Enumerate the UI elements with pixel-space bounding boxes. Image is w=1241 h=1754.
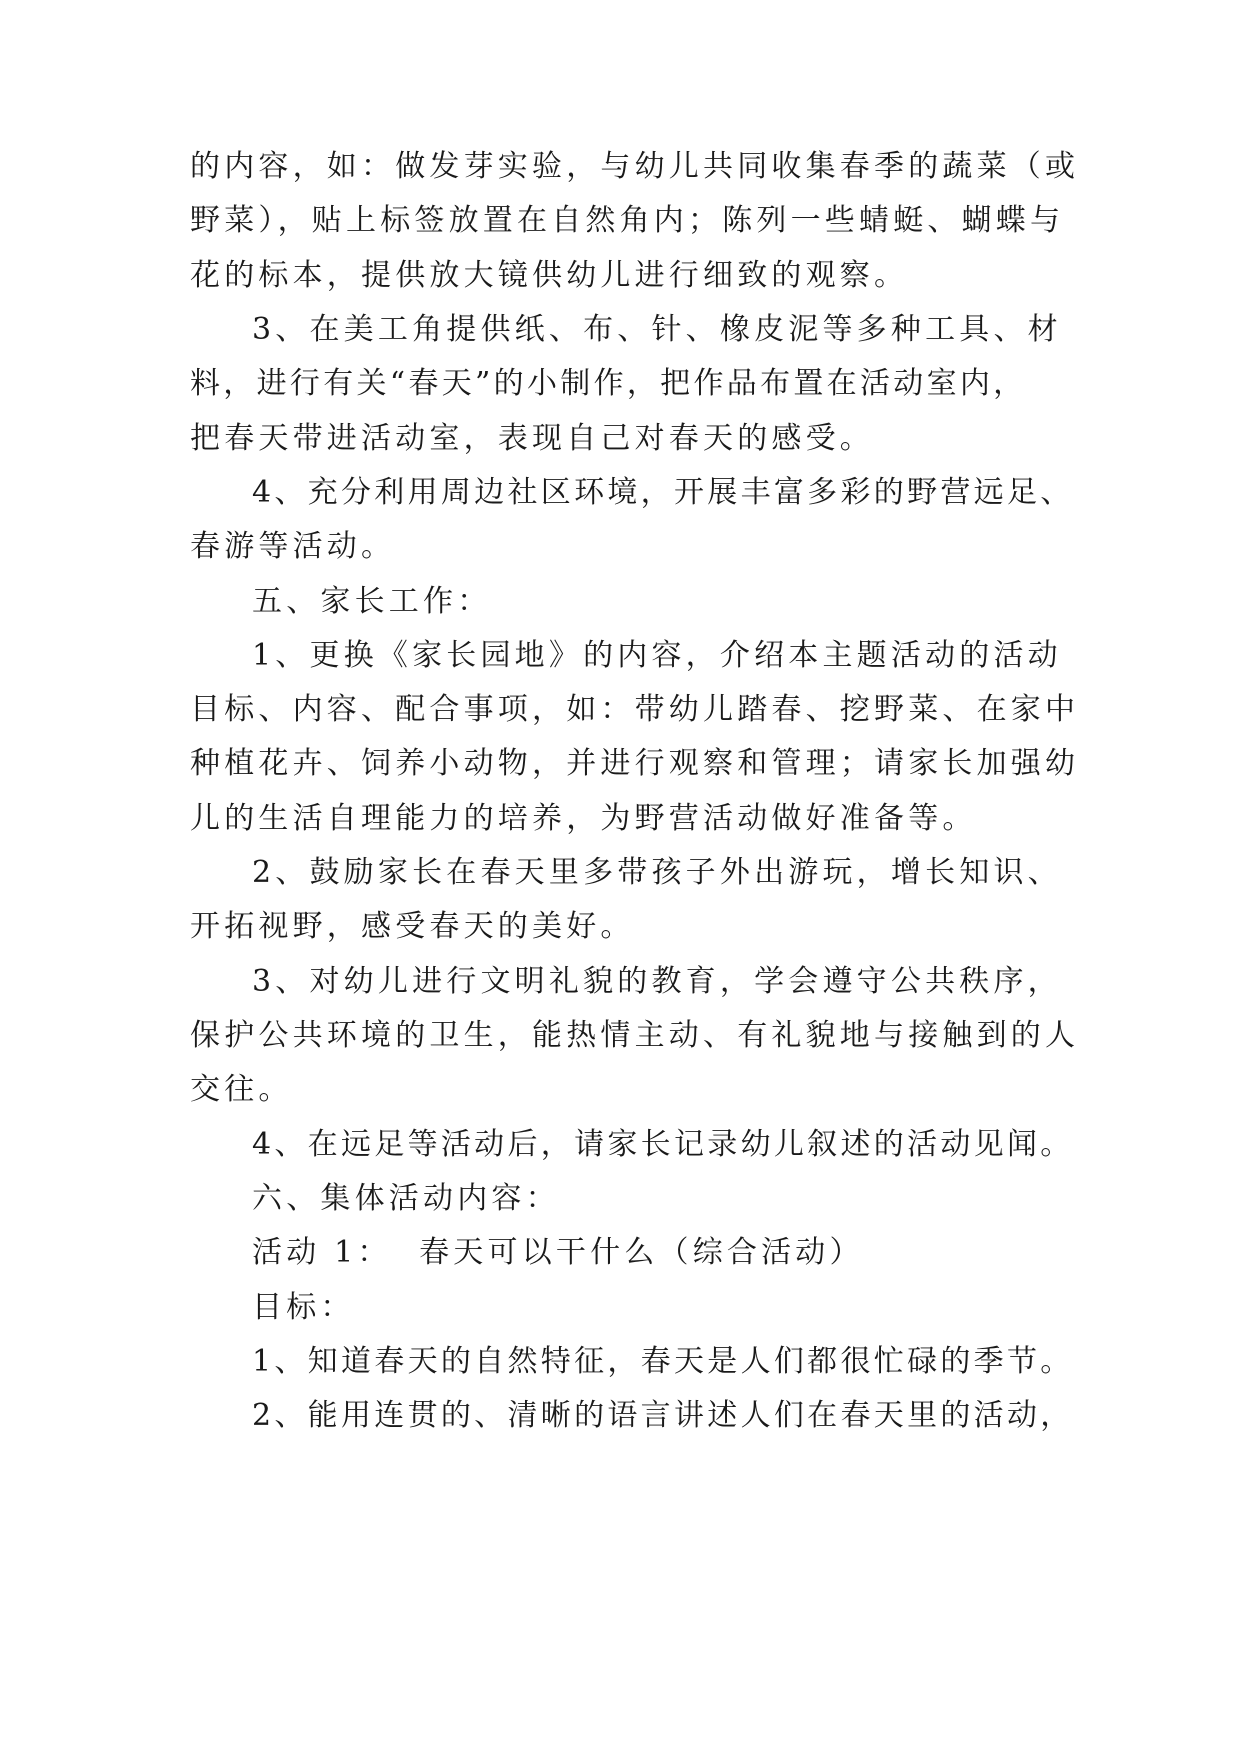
text-line: 种植花卉、饲养小动物，并进行观察和管理；请家长加强幼: [190, 746, 1080, 781]
text-line: 目标、内容、配合事项，如：带幼儿踏春、挖野菜、在家中: [190, 692, 1080, 727]
text-line: 交往。: [190, 1072, 293, 1107]
text-line: 2、鼓励家长在春天里多带孩子外出游玩，增长知识、: [252, 855, 1062, 890]
subheading: 目标：: [252, 1290, 355, 1325]
text-line: 4、充分利用周边社区环境，开展丰富多彩的野营远足、: [252, 475, 1074, 510]
text-line: 野菜），贴上标签放置在自然角内；陈列一些蜻蜓、蝴蝶与: [190, 203, 1065, 238]
text-line: 春游等活动。: [190, 529, 396, 564]
text-line: 把春天带进活动室，表现自己对春天的感受。: [190, 421, 874, 456]
text-line: 3、在美工角提供纸、布、针、橡皮泥等多种工具、材: [252, 312, 1062, 347]
activity-title: 活动 1： 春天可以干什么（综合活动）: [252, 1235, 864, 1270]
section-heading: 六、集体活动内容：: [252, 1181, 560, 1216]
text-line: 1、更换《家长园地》的内容，介绍本主题活动的活动: [252, 638, 1062, 673]
text-line: 儿的生活自理能力的培养，为野营活动做好准备等。: [190, 801, 977, 836]
text-line: 3、对幼儿进行文明礼貌的教育，学会遵守公共秩序，: [252, 964, 1062, 999]
text-line: 2、能用连贯的、清晰的语言讲述人们在春天里的活动，: [252, 1398, 1074, 1433]
section-heading: 五、家长工作：: [252, 584, 492, 619]
text-line: 4、在远足等活动后，请家长记录幼儿叙述的活动见闻。: [252, 1127, 1074, 1162]
text-line: 的内容，如：做发芽实验，与幼儿共同收集春季的蔬菜（或: [190, 149, 1080, 184]
text-line: 花的标本，提供放大镜供幼儿进行细致的观察。: [190, 258, 909, 293]
text-line: 开拓视野，感受春天的美好。: [190, 909, 635, 944]
text-line: 料，进行有关“春天”的小制作，把作品布置在活动室内，: [190, 366, 1027, 401]
text-line: 保护公共环境的卫生，能热情主动、有礼貌地与接触到的人: [190, 1018, 1080, 1053]
text-line: 1、知道春天的自然特征，春天是人们都很忙碌的季节。: [252, 1344, 1074, 1379]
